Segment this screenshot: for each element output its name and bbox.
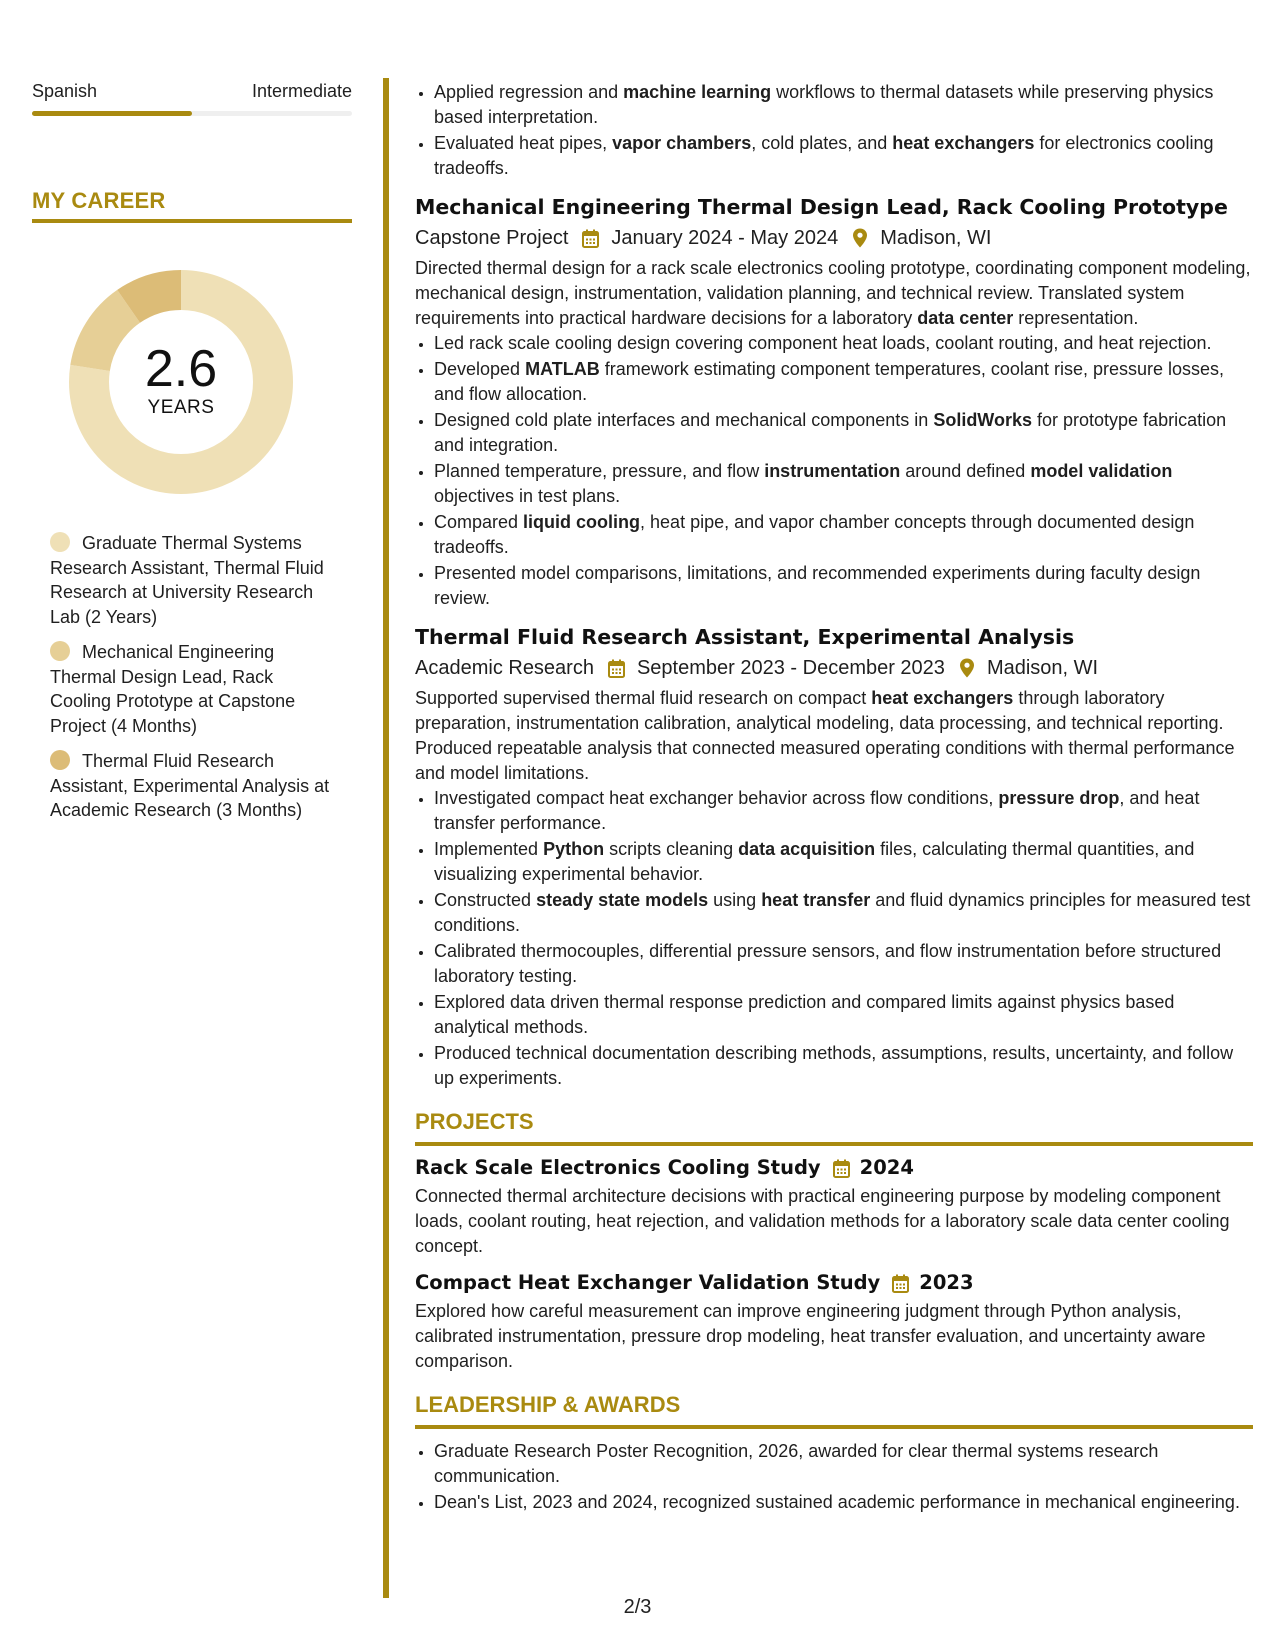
keyword: model validation	[1030, 461, 1173, 481]
project-title-row	[415, 1269, 1253, 1297]
text-run: Constructed	[434, 890, 537, 910]
bullet-item	[434, 990, 1253, 1040]
language-proficiency-bar	[32, 111, 352, 116]
calendar-icon	[582, 229, 599, 248]
map-pin-icon	[852, 228, 868, 248]
job-summary	[415, 256, 1253, 331]
keyword: SolidWorks	[933, 410, 1032, 430]
legend-color-dot	[50, 750, 70, 770]
career-legend-label: Graduate Thermal Systems Research Assistant, Thermal Fluid Research at University Research Lab (2 Years)	[50, 533, 324, 627]
text-run: through laboratory preparation, instrumentation calibration, analytical modeling, data processing, and technical reporting. Produced repeatable analysis that connected measured operating conditions with thermal performance and model limitations.	[415, 688, 1235, 783]
bullet-item	[434, 331, 1253, 356]
text-run: , cold plates, and	[751, 133, 893, 153]
career-legend-item	[50, 749, 335, 823]
text-run: workflows to thermal datasets while preserving physics based interpretation.	[434, 82, 1214, 127]
text-run: scripts cleaning	[604, 839, 739, 859]
keyword: MATLAB	[525, 359, 600, 379]
text-run: using	[708, 890, 762, 910]
project-year: 2023	[919, 1271, 974, 1294]
text-run: Implemented	[434, 839, 544, 859]
legend-color-dot	[50, 641, 70, 661]
bullet-item	[434, 510, 1253, 560]
left-column	[32, 80, 352, 834]
job-location: Madison, WI	[880, 227, 992, 249]
job-bullets	[415, 786, 1253, 1091]
job-meta	[415, 653, 1253, 683]
text-run: Led rack scale cooling design covering component heat loads, coolant routing, and heat rejection.	[434, 333, 1212, 353]
leadership-list	[415, 1439, 1253, 1515]
language-proficiency-fill	[32, 111, 192, 116]
career-heading: MY CAREER	[32, 188, 352, 223]
projects-heading: PROJECTS	[415, 1107, 1253, 1146]
text-run: and fluid dynamics principles for measured test conditions.	[434, 890, 1251, 935]
text-run: Applied regression and	[434, 82, 624, 102]
job-dates: September 2023 - December 2023	[636, 657, 945, 679]
text-run: objectives in test plans.	[434, 486, 621, 506]
calendar-icon	[833, 1159, 850, 1178]
keyword: steady state models	[536, 890, 709, 910]
text-run: representation.	[1013, 308, 1139, 328]
language-row	[32, 80, 352, 102]
projects-list	[415, 1154, 1253, 1374]
keyword: heat transfer	[761, 890, 871, 910]
bullet-item	[434, 837, 1253, 887]
job-title: Thermal Fluid Research Assistant, Experimental Analysis	[415, 625, 1075, 649]
project-entry	[415, 1154, 1253, 1259]
language-level: Intermediate	[251, 81, 352, 101]
job-organization: Academic Research	[415, 657, 594, 679]
right-column	[415, 80, 1253, 1516]
keyword: data center	[917, 308, 1014, 328]
text-run: Planned temperature, pressure, and flow	[434, 461, 765, 481]
career-legend-label: Mechanical Engineering Thermal Design Lead, Rack Cooling Prototype at Capstone Project (4 Months)	[50, 642, 296, 736]
keyword: instrumentation	[764, 461, 901, 481]
bullet-item	[434, 357, 1253, 407]
career-total-value: 2.6	[144, 340, 218, 398]
page-number: 2/3	[623, 1596, 652, 1618]
keyword: pressure drop	[998, 788, 1120, 808]
text-run: Investigated compact heat exchanger behavior across flow conditions,	[434, 788, 999, 808]
carryover-bullets	[415, 80, 1253, 181]
job-location: Madison, WI	[986, 657, 1099, 679]
text-run: for prototype fabrication and integration.	[434, 410, 1227, 455]
text-run: Presented model comparisons, limitations, and recommended experiments during faculty design review.	[434, 563, 1201, 608]
language-name: Spanish	[32, 81, 98, 101]
bullet-item	[434, 786, 1253, 836]
award-item: • Graduate Research Poster Recognition, 2026, awarded for clear thermal systems research communication.	[434, 1439, 1253, 1489]
project-title: Rack Scale Electronics Cooling Study	[415, 1156, 821, 1179]
keyword: heat exchangers	[892, 133, 1035, 153]
project-description: Connected thermal architecture decisions with practical engineering purpose by modeling component loads, coolant routing, heat rejection, and validation methods for a laboratory scale data center cooling concept.	[415, 1186, 1230, 1256]
award-item: • Dean's List, 2023 and 2024, recognized sustained academic performance in mechanical engineering.	[434, 1490, 1253, 1515]
text-run: , heat pipe, and vapor chamber concepts through documented design tradeoffs.	[434, 512, 1195, 557]
bullet-item	[434, 80, 1253, 130]
text-run: Supported supervised thermal fluid research on compact	[415, 688, 872, 708]
text-run: Designed cold plate interfaces and mechanical components in	[434, 410, 934, 430]
job-entry	[415, 623, 1253, 1091]
bullet-item	[434, 561, 1253, 611]
bullet-item	[434, 888, 1253, 938]
career-legend	[50, 531, 335, 823]
job-dates: January 2024 - May 2024	[611, 227, 839, 249]
career-legend-label: Thermal Fluid Research Assistant, Experimental Analysis at Academic Research (3 Months)	[50, 751, 330, 820]
career-total	[66, 341, 296, 419]
career-legend-item	[50, 531, 335, 629]
bullet-item	[434, 939, 1253, 989]
job-meta	[415, 223, 1253, 253]
text-run: Produced technical documentation describing methods, assumptions, results, uncertainty, and follow up experiments.	[434, 1043, 1234, 1088]
project-title-row	[415, 1154, 1253, 1182]
text-run: Developed	[434, 359, 526, 379]
project-title: Compact Heat Exchanger Validation Study	[415, 1271, 881, 1294]
bullet-item	[434, 131, 1253, 181]
bullet-item	[434, 459, 1253, 509]
career-legend-item	[50, 640, 335, 738]
keyword: machine learning	[623, 82, 772, 102]
job-title: Mechanical Engineering Thermal Design Lead, Rack Cooling Prototype	[415, 195, 1228, 219]
text-run: Compared	[434, 512, 524, 532]
text-run: around defined	[900, 461, 1031, 481]
text-run: Directed thermal design for a rack scale electronics cooling prototype, coordinating component modeling, mechanical design, instrumentation, validation planning, and technical review. Translated system requirements into practical hardware decisions for a laboratory	[415, 258, 1251, 328]
keyword: Python	[543, 839, 605, 859]
map-pin-icon	[959, 658, 975, 678]
text-run: for electronics cooling tradeoffs.	[434, 133, 1214, 178]
text-run: files, calculating thermal quantities, and visualizing experimental behavior.	[434, 839, 1195, 884]
column-divider	[383, 78, 389, 1598]
project-year: 2024	[859, 1156, 914, 1179]
calendar-icon	[892, 1274, 909, 1293]
career-donut-chart	[66, 267, 296, 497]
keyword: vapor chambers	[612, 133, 752, 153]
leadership-heading: LEADERSHIP & AWARDS	[415, 1390, 1253, 1429]
career-total-unit: YEARS	[147, 397, 215, 418]
project-entry	[415, 1269, 1253, 1374]
calendar-icon	[608, 659, 625, 678]
legend-color-dot	[50, 532, 70, 552]
experience-list	[415, 193, 1253, 1091]
project-description: Explored how careful measurement can improve engineering judgment through Python analysis, calibrated instrumentation, pressure drop modeling, heat transfer evaluation, and uncertainty aware comparison.	[415, 1301, 1206, 1371]
bullet-item	[434, 1041, 1253, 1091]
job-entry	[415, 193, 1253, 611]
bullet-item	[434, 408, 1253, 458]
text-run: , and heat transfer performance.	[434, 788, 1200, 833]
job-organization: Capstone Project	[415, 227, 569, 249]
keyword: data acquisition	[738, 839, 876, 859]
text-run: framework estimating component temperatures, coolant rise, pressure losses, and flow allocation.	[434, 359, 1225, 404]
text-run: Calibrated thermocouples, differential pressure sensors, and flow instrumentation before structured laboratory testing.	[434, 941, 1222, 986]
keyword: heat exchangers	[871, 688, 1014, 708]
job-bullets	[415, 331, 1253, 611]
job-summary	[415, 686, 1253, 786]
text-run: Evaluated heat pipes,	[434, 133, 613, 153]
text-run: Explored data driven thermal response prediction and compared limits against physics based analytical methods.	[434, 992, 1175, 1037]
keyword: liquid cooling	[523, 512, 641, 532]
